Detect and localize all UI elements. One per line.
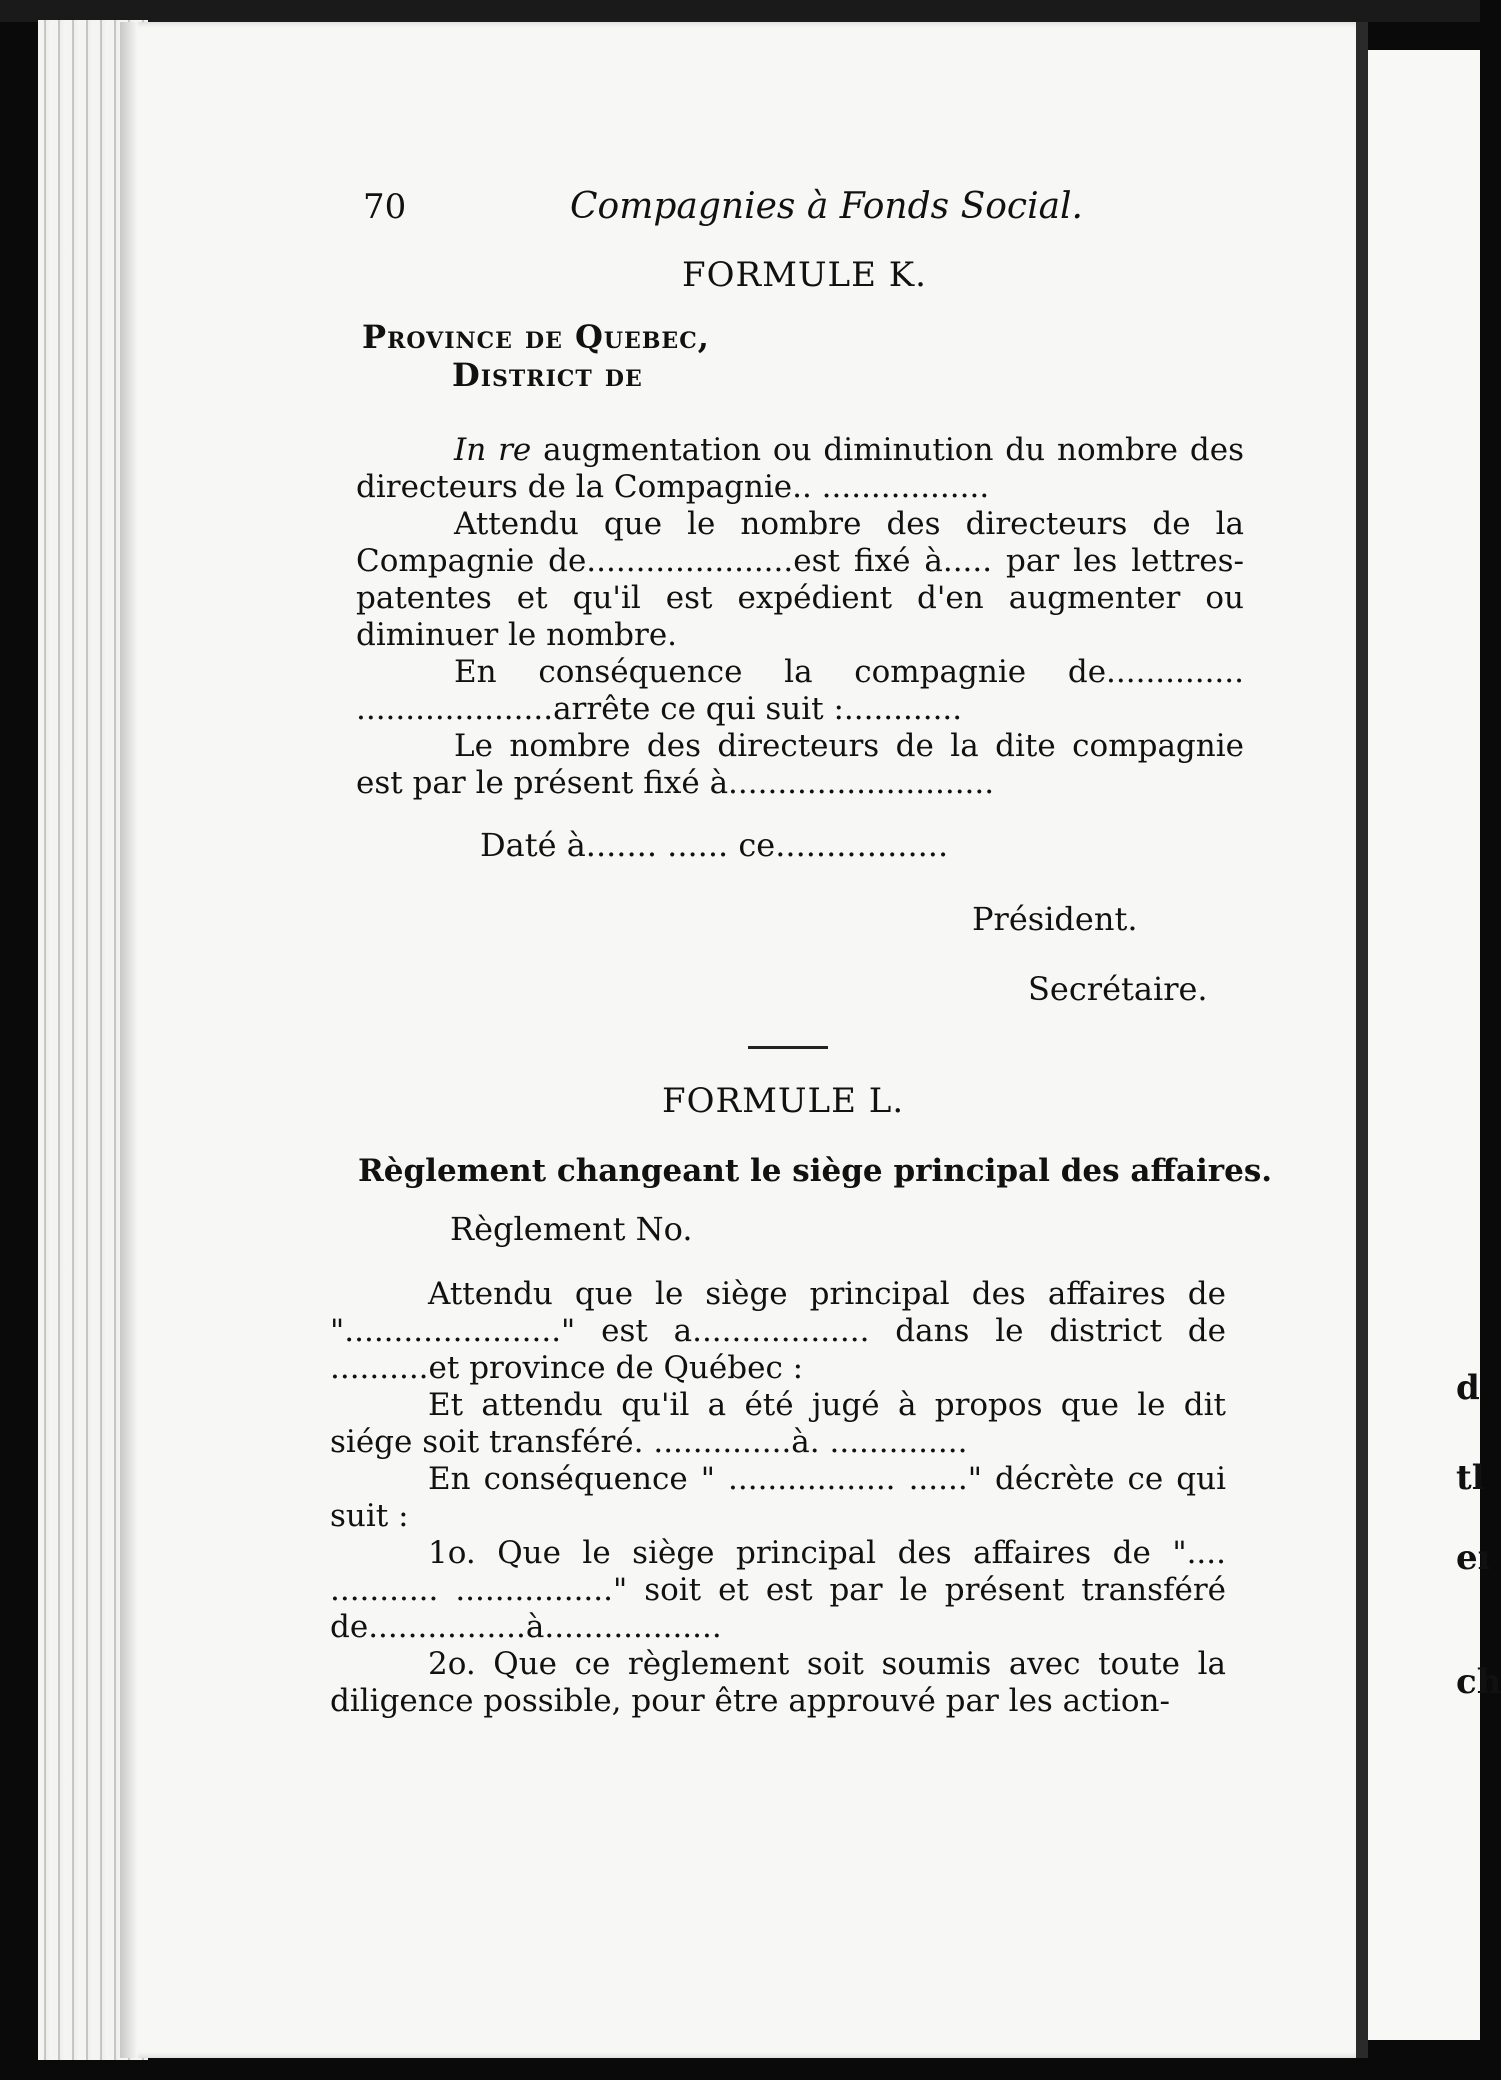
form-l-heading: FORMULE L.	[662, 1081, 905, 1121]
form-l-subheading: Règlement changeant le siège principal des affaires.	[358, 1153, 1273, 1189]
reglement-number: Règlement No.	[450, 1210, 693, 1248]
form-k-paragraph: Attendu que le nombre des directeurs de la Compagnie de.....................est fixé à..... par les lettres-patentes et qu'il est expédient d'en augmenter ou diminuer le nombre.	[356, 506, 1244, 653]
form-k-paragraph	[356, 432, 1244, 506]
scan-top-border	[0, 0, 1480, 22]
in-re-italic: In re	[454, 432, 532, 468]
date-line: Daté à....... ...... ce.................	[480, 826, 949, 864]
facing-page-fragment: eı	[1456, 1538, 1491, 1578]
form-l-paragraph: Attendu que le siège principal des affaires de "......................" est a.................. dans le district de ..........et province de Québec :	[330, 1276, 1226, 1386]
form-k-paragraph: Le nombre des directeurs de la dite compagnie est par le présent fixé à...........................	[356, 728, 1244, 801]
section-divider	[748, 1046, 828, 1049]
form-l-paragraph: 2o. Que ce règlement soit soumis avec toute la diligence possible, pour être approuvé par les action-	[330, 1646, 1226, 1719]
form-l-paragraph: 1o. Que le siège principal des affaires de ".... ........... ................" soit et est par le présent transféré de................à..................	[330, 1535, 1226, 1645]
facing-page-fragment: ch	[1456, 1662, 1501, 1702]
president-signature-line: Président.	[972, 900, 1138, 938]
province-line: Province de Quebec,	[362, 318, 710, 356]
secretaire-signature-line: Secrétaire.	[1028, 970, 1208, 1008]
book-page	[125, 22, 1357, 2058]
gutter-shadow	[120, 22, 138, 2058]
form-l-paragraph: Et attendu qu'il a été jugé à propos que le dit siége soit transféré. ..............à. ..............	[330, 1387, 1226, 1460]
page-number: 70	[363, 187, 407, 227]
form-l-body	[330, 1276, 1226, 1720]
form-l-paragraph: En conséquence " ................. ......" décrète ce qui suit :	[330, 1461, 1226, 1534]
facing-page-fragment: tl	[1456, 1458, 1485, 1498]
form-k-body	[356, 432, 1244, 802]
form-k-paragraph: En conséquence la compagnie de.............. ....................arrête ce qui suit :............	[356, 654, 1244, 727]
facing-page	[1368, 50, 1480, 2040]
form-k-paragraph-text: augmentation ou diminution du nombre des directeurs de la Compagnie.. .................	[356, 432, 1244, 505]
facing-page-fragment: d	[1456, 1368, 1480, 1408]
running-title: Compagnies à Fonds Social.	[570, 186, 1083, 227]
form-k-heading: FORMULE K.	[682, 255, 927, 295]
page-divider	[1356, 22, 1368, 2058]
district-line: District de	[452, 356, 643, 394]
